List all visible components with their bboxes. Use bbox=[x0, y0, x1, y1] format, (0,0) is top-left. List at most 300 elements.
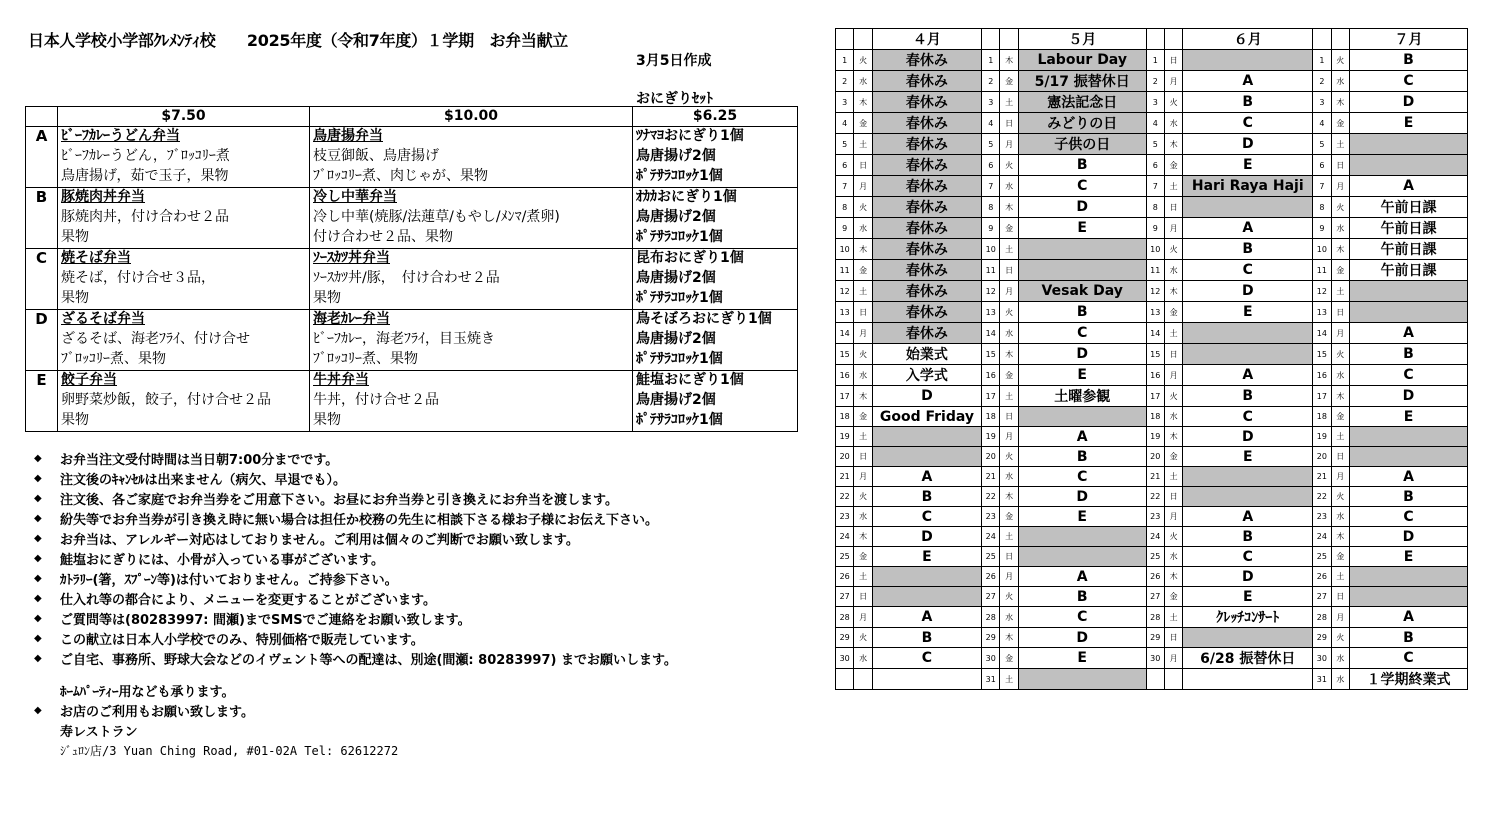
day-number: 13 bbox=[1313, 302, 1331, 323]
weekday: 水 bbox=[854, 71, 872, 92]
menu-entry: Vesak Day bbox=[1018, 281, 1146, 302]
day-number: 11 bbox=[1313, 260, 1331, 281]
weekday: 金 bbox=[1000, 71, 1018, 92]
diamond-bullet-icon: ◆ bbox=[34, 552, 42, 564]
menu-item-title: 牛丼弁当 bbox=[313, 372, 369, 388]
day-number: 4 bbox=[982, 113, 1000, 134]
day-number: 17 bbox=[836, 386, 854, 407]
price-header: $6.25 bbox=[633, 107, 798, 127]
weekday: 日 bbox=[1000, 260, 1018, 281]
weekday: 金 bbox=[1000, 648, 1018, 669]
calendar-row bbox=[836, 547, 1468, 567]
menu-cell-col3 bbox=[633, 249, 798, 310]
menu-entry: A bbox=[1018, 427, 1146, 447]
menu-item-detail: ﾋﾞｰﾌｶﾚｰうどん，ﾌﾞﾛｯｺﾘｰ煮 bbox=[61, 148, 230, 164]
day-number: 18 bbox=[982, 407, 1000, 427]
menu-entry: 春休み bbox=[872, 155, 981, 176]
menu-entry: D bbox=[1018, 197, 1146, 218]
weekday: 金 bbox=[854, 260, 872, 281]
menu-entry: A bbox=[1183, 71, 1313, 92]
day-number: 3 bbox=[836, 92, 854, 113]
note-text: 鮭塩おにぎりには、小骨が入っている事がございます。 bbox=[60, 552, 384, 568]
menu-item-detail: 鮭塩おにぎり1個 bbox=[636, 372, 744, 388]
note-item bbox=[34, 468, 814, 488]
menu-entry bbox=[1183, 197, 1313, 218]
day-number: 30 bbox=[1313, 648, 1331, 669]
weekday: 金 bbox=[1164, 302, 1182, 323]
day-number: 12 bbox=[982, 281, 1000, 302]
weekday: 土 bbox=[1164, 467, 1182, 487]
menu-row bbox=[26, 249, 798, 310]
menu-entry: 春休み bbox=[872, 197, 981, 218]
weekday: 月 bbox=[1331, 467, 1349, 487]
day-number: 31 bbox=[982, 669, 1000, 690]
day-number: 14 bbox=[982, 323, 1000, 344]
menu-entry: C bbox=[1349, 648, 1467, 669]
note-item bbox=[34, 648, 814, 668]
day-number: 28 bbox=[982, 607, 1000, 628]
menu-cell-col2 bbox=[310, 127, 633, 188]
menu-cell-col1 bbox=[58, 249, 310, 310]
menu-entry: 憲法記念日 bbox=[1018, 92, 1146, 113]
created-date: 3月5日作成 bbox=[636, 53, 712, 69]
menu-entry: B bbox=[1349, 628, 1467, 648]
menu-entry: 春休み bbox=[872, 113, 981, 134]
menu-entry: 午前日課 bbox=[1349, 239, 1467, 260]
day-number: 9 bbox=[1146, 218, 1164, 239]
weekday: 月 bbox=[1331, 176, 1349, 197]
home-party-note: ﾎｰﾑﾊﾟｰﾃｨｰ用なども承ります。 bbox=[60, 684, 235, 700]
day-number: 5 bbox=[1146, 134, 1164, 155]
menu-entry bbox=[1183, 467, 1313, 487]
menu-entry bbox=[872, 427, 981, 447]
weekday: 水 bbox=[1164, 260, 1182, 281]
weekday: 月 bbox=[1164, 71, 1182, 92]
menu-entry: E bbox=[1018, 365, 1146, 386]
menu-entry: E bbox=[1018, 218, 1146, 239]
weekday: 土 bbox=[1331, 567, 1349, 587]
weekday: 日 bbox=[1164, 487, 1182, 507]
calendar-row bbox=[836, 323, 1468, 344]
menu-cell-col1 bbox=[58, 127, 310, 188]
calendar-row bbox=[836, 113, 1468, 134]
menu-item-title: 豚焼肉丼弁当 bbox=[61, 189, 145, 205]
day-number: 11 bbox=[1146, 260, 1164, 281]
calendar-row bbox=[836, 197, 1468, 218]
weekday: 月 bbox=[854, 176, 872, 197]
day-number: 17 bbox=[982, 386, 1000, 407]
day-number: 9 bbox=[836, 218, 854, 239]
menu-entry bbox=[1183, 323, 1313, 344]
menu-entry: A bbox=[1183, 218, 1313, 239]
day-number bbox=[836, 669, 854, 690]
menu-item-detail: ﾌﾞﾛｯｺﾘｰ煮、肉じゃが、果物 bbox=[313, 168, 488, 184]
weekday: 金 bbox=[1331, 260, 1349, 281]
day-number: 4 bbox=[836, 113, 854, 134]
menu-entry: A bbox=[1349, 467, 1467, 487]
weekday: 木 bbox=[1000, 628, 1018, 648]
weekday: 土 bbox=[854, 427, 872, 447]
day-number: 30 bbox=[982, 648, 1000, 669]
day-number: 11 bbox=[836, 260, 854, 281]
calendar-header-blank bbox=[1313, 29, 1331, 50]
day-number: 23 bbox=[982, 507, 1000, 527]
calendar-header-blank bbox=[854, 29, 872, 50]
menu-letter: A bbox=[26, 127, 58, 188]
menu-cell-col3 bbox=[633, 188, 798, 249]
menu-entry: B bbox=[1183, 527, 1313, 547]
day-number: 27 bbox=[1146, 587, 1164, 607]
calendar-header-blank bbox=[836, 29, 854, 50]
day-number: 9 bbox=[1313, 218, 1331, 239]
weekday: 火 bbox=[1331, 344, 1349, 365]
weekday: 日 bbox=[1164, 628, 1182, 648]
menu-entry: C bbox=[872, 648, 981, 669]
note-text: 仕入れ等の都合により、メニューを変更することがございます。 bbox=[60, 592, 436, 608]
menu-item-detail: ﾌﾞﾛｯｺﾘｰ煮、果物 bbox=[313, 351, 418, 367]
menu-entry bbox=[1349, 281, 1467, 302]
weekday: 木 bbox=[1331, 386, 1349, 407]
day-number: 5 bbox=[1313, 134, 1331, 155]
menu-item-detail: 枝豆御飯、鳥唐揚げ bbox=[313, 148, 439, 164]
menu-entry: A bbox=[1349, 176, 1467, 197]
calendar-row bbox=[836, 467, 1468, 487]
weekday: 木 bbox=[1000, 487, 1018, 507]
menu-entry: A bbox=[1349, 607, 1467, 628]
menu-entry: B bbox=[1018, 447, 1146, 467]
weekday: 日 bbox=[1000, 113, 1018, 134]
weekday: 火 bbox=[1164, 386, 1182, 407]
day-number: 15 bbox=[1146, 344, 1164, 365]
menu-item-detail: 鳥唐揚げ2個 bbox=[636, 209, 716, 225]
day-number: 1 bbox=[836, 50, 854, 71]
day-number: 18 bbox=[1146, 407, 1164, 427]
menu-letter: B bbox=[26, 188, 58, 249]
diamond-bullet-icon: ◆ bbox=[34, 652, 42, 664]
menu-item-detail: ﾎﾟﾃｻﾗｺﾛｯｹ1個 bbox=[636, 168, 723, 184]
menu-item-detail: ﾎﾟﾃｻﾗｺﾛｯｹ1個 bbox=[636, 351, 723, 367]
weekday: 土 bbox=[854, 567, 872, 587]
weekday: 土 bbox=[1000, 92, 1018, 113]
day-number: 2 bbox=[1146, 71, 1164, 92]
menu-entry: A bbox=[1183, 507, 1313, 527]
weekday: 日 bbox=[854, 302, 872, 323]
day-number: 19 bbox=[982, 427, 1000, 447]
restaurant-info bbox=[34, 680, 794, 760]
menu-header-row bbox=[26, 107, 798, 127]
note-text: 紛失等でお弁当券が引き換え時に無い場合は担任か校務の先生に相談下さる様お子様にお伝え下さい。 bbox=[60, 512, 659, 528]
day-number: 6 bbox=[1146, 155, 1164, 176]
month-header: ５月 bbox=[1018, 29, 1146, 50]
note-item bbox=[34, 528, 814, 548]
day-number: 2 bbox=[982, 71, 1000, 92]
calendar-row bbox=[836, 365, 1468, 386]
menu-entry: C bbox=[1018, 607, 1146, 628]
page-title: 日本人学校小学部ｸﾚﾒﾝﾃｨ校 2025年度（令和7年度）１学期 お弁当献立 bbox=[28, 31, 568, 50]
menu-item-detail: 牛丼，付け合せ２品 bbox=[313, 392, 439, 408]
day-number: 19 bbox=[1313, 427, 1331, 447]
weekday: 火 bbox=[1000, 302, 1018, 323]
menu-entry: C bbox=[872, 507, 981, 527]
weekday: 土 bbox=[1331, 281, 1349, 302]
weekday: 日 bbox=[1164, 344, 1182, 365]
menu-entry bbox=[1349, 587, 1467, 607]
weekday bbox=[1164, 669, 1182, 690]
menu-item-title: 鳥唐揚弁当 bbox=[313, 128, 383, 144]
menu-entry: D bbox=[1183, 427, 1313, 447]
restaurant-address: ｼﾞｭﾛﾝ店/3 Yuan Ching Road, #01-02A Tel: 62612272 bbox=[60, 743, 399, 758]
menu-item-title: 海老ｶﾚｰ弁当 bbox=[313, 311, 390, 327]
menu-entry: C bbox=[1183, 407, 1313, 427]
day-number: 19 bbox=[836, 427, 854, 447]
diamond-bullet-icon: ◆ bbox=[34, 704, 42, 716]
diamond-bullet-icon: ◆ bbox=[34, 632, 42, 644]
weekday: 火 bbox=[1164, 92, 1182, 113]
calendar-row bbox=[836, 527, 1468, 547]
weekday: 土 bbox=[1331, 427, 1349, 447]
weekday: 火 bbox=[854, 628, 872, 648]
menu-item-detail: 鳥唐揚げ2個 bbox=[636, 148, 716, 164]
weekday: 月 bbox=[1164, 648, 1182, 669]
diamond-bullet-icon: ◆ bbox=[34, 612, 42, 624]
menu-item-detail: 付け合わせ２品、果物 bbox=[313, 229, 453, 245]
day-number: 14 bbox=[836, 323, 854, 344]
day-number: 16 bbox=[1146, 365, 1164, 386]
menu-entry: B bbox=[872, 487, 981, 507]
menu-entry: 午前日課 bbox=[1349, 260, 1467, 281]
menu-item-detail: 鳥唐揚げ2個 bbox=[636, 270, 716, 286]
weekday: 土 bbox=[1164, 607, 1182, 628]
day-number: 25 bbox=[1313, 547, 1331, 567]
calendar-row bbox=[836, 344, 1468, 365]
menu-item-detail: ﾎﾟﾃｻﾗｺﾛｯｹ1個 bbox=[636, 290, 723, 306]
weekday: 日 bbox=[854, 447, 872, 467]
note-text: ｶﾄﾗﾘｰ(箸，ｽﾌﾟｰﾝ等)は付いておりません。ご持参下さい。 bbox=[60, 572, 398, 588]
calendar-row bbox=[836, 176, 1468, 197]
menu-entry: 始業式 bbox=[872, 344, 981, 365]
day-number: 29 bbox=[1146, 628, 1164, 648]
menu-entry: B bbox=[872, 628, 981, 648]
menu-entry: E bbox=[1183, 302, 1313, 323]
day-number: 3 bbox=[982, 92, 1000, 113]
day-number: 12 bbox=[1146, 281, 1164, 302]
day-number: 7 bbox=[1146, 176, 1164, 197]
calendar-row bbox=[836, 239, 1468, 260]
note-item bbox=[34, 488, 814, 508]
menu-entry: E bbox=[1018, 507, 1146, 527]
note-text: お弁当注文受付時間は当日朝7:00分までです。 bbox=[60, 452, 339, 468]
diamond-bullet-icon: ◆ bbox=[34, 592, 42, 604]
day-number: 28 bbox=[836, 607, 854, 628]
day-number: 8 bbox=[1313, 197, 1331, 218]
calendar-row bbox=[836, 386, 1468, 407]
weekday: 火 bbox=[1000, 155, 1018, 176]
weekday: 火 bbox=[1000, 447, 1018, 467]
note-text: ご質問等は(80283997: 間瀬)までSMSでご連絡をお願い致します。 bbox=[60, 612, 471, 628]
menu-item-detail: 果物 bbox=[61, 290, 89, 306]
day-number: 4 bbox=[1313, 113, 1331, 134]
weekday: 日 bbox=[854, 155, 872, 176]
weekday: 木 bbox=[854, 527, 872, 547]
weekday: 火 bbox=[1331, 50, 1349, 71]
note-text: ご自宅、事務所、野球大会などのイヴェント等への配達は、別途(間瀬: 80283997) までお願いします。 bbox=[60, 652, 677, 668]
day-number: 7 bbox=[836, 176, 854, 197]
weekday: 月 bbox=[1331, 607, 1349, 628]
menu-entry: 春休み bbox=[872, 71, 981, 92]
menu-entry bbox=[1349, 134, 1467, 155]
day-number: 11 bbox=[982, 260, 1000, 281]
menu-row bbox=[26, 310, 798, 371]
day-number: 29 bbox=[836, 628, 854, 648]
day-number: 29 bbox=[982, 628, 1000, 648]
menu-entry: 春休み bbox=[872, 50, 981, 71]
weekday: 日 bbox=[1000, 547, 1018, 567]
weekday: 日 bbox=[1331, 587, 1349, 607]
menu-entry bbox=[1349, 427, 1467, 447]
diamond-bullet-icon: ◆ bbox=[34, 492, 42, 504]
menu-entry: Hari Raya Haji bbox=[1183, 176, 1313, 197]
day-number: 7 bbox=[982, 176, 1000, 197]
day-number: 22 bbox=[1146, 487, 1164, 507]
menu-entry bbox=[1349, 567, 1467, 587]
weekday: 日 bbox=[854, 587, 872, 607]
menu-entry: 春休み bbox=[872, 92, 981, 113]
calendar-row bbox=[836, 260, 1468, 281]
menu-cell-col3 bbox=[633, 310, 798, 371]
menu-entry: みどりの日 bbox=[1018, 113, 1146, 134]
weekday: 水 bbox=[1000, 467, 1018, 487]
menu-item-detail: ﾂﾅﾏﾖおにぎり1個 bbox=[636, 128, 744, 144]
day-number: 25 bbox=[1146, 547, 1164, 567]
day-number: 1 bbox=[982, 50, 1000, 71]
day-number: 20 bbox=[836, 447, 854, 467]
menu-entry: D bbox=[1349, 527, 1467, 547]
menu-entry: D bbox=[1349, 92, 1467, 113]
menu-cell-col2 bbox=[310, 249, 633, 310]
menu-entry bbox=[1018, 407, 1146, 427]
day-number: 22 bbox=[1313, 487, 1331, 507]
weekday: 水 bbox=[1000, 176, 1018, 197]
day-number: 13 bbox=[836, 302, 854, 323]
menu-item-detail: 焼そば，付け合せ３品， bbox=[61, 270, 215, 286]
note-text: 注文後、各ご家庭でお弁当券をご用意下さい。お昼にお弁当券と引き換えにお弁当を渡します。 bbox=[60, 492, 618, 508]
day-number: 17 bbox=[1146, 386, 1164, 407]
calendar-row bbox=[836, 607, 1468, 628]
calendar-header-blank bbox=[1164, 29, 1182, 50]
day-number: 8 bbox=[1146, 197, 1164, 218]
menu-entry: 6/28 振替休日 bbox=[1183, 648, 1313, 669]
weekday: 水 bbox=[1331, 507, 1349, 527]
note-item bbox=[34, 448, 814, 468]
day-number: 8 bbox=[836, 197, 854, 218]
weekday: 木 bbox=[1164, 281, 1182, 302]
menu-item-title: ｿｰｽｶﾂ丼弁当 bbox=[313, 250, 390, 266]
menu-row bbox=[26, 127, 798, 188]
menu-item-detail: ざるそば、海老ﾌﾗｲ、付け合せ bbox=[61, 331, 250, 347]
weekday: 水 bbox=[854, 648, 872, 669]
note-item bbox=[34, 508, 814, 528]
weekday: 木 bbox=[1164, 567, 1182, 587]
weekday: 水 bbox=[1164, 547, 1182, 567]
menu-item-detail: 鳥そぼろおにぎり1個 bbox=[636, 311, 772, 327]
weekday: 水 bbox=[1164, 113, 1182, 134]
menu-entry: D bbox=[872, 386, 981, 407]
menu-entry: 春休み bbox=[872, 281, 981, 302]
menu-entry bbox=[1018, 547, 1146, 567]
weekday: 金 bbox=[1164, 447, 1182, 467]
weekday: 月 bbox=[1000, 134, 1018, 155]
calendar-row bbox=[836, 218, 1468, 239]
menu-cell-col2 bbox=[310, 310, 633, 371]
menu-entry bbox=[1183, 344, 1313, 365]
menu-entry: Good Friday bbox=[872, 407, 981, 427]
menu-entry bbox=[1018, 527, 1146, 547]
weekday: 水 bbox=[1000, 607, 1018, 628]
menu-entry bbox=[872, 567, 981, 587]
menu-entry: A bbox=[1349, 323, 1467, 344]
weekday: 土 bbox=[1000, 527, 1018, 547]
menu-entry: B bbox=[1018, 302, 1146, 323]
weekday: 火 bbox=[854, 344, 872, 365]
menu-entry bbox=[1183, 669, 1313, 690]
menu-cell-col3 bbox=[633, 371, 798, 432]
menu-entry: A bbox=[1183, 365, 1313, 386]
weekday: 水 bbox=[1000, 323, 1018, 344]
day-number: 22 bbox=[836, 487, 854, 507]
weekday: 水 bbox=[854, 507, 872, 527]
day-number: 21 bbox=[1146, 467, 1164, 487]
menu-entry: A bbox=[872, 467, 981, 487]
calendar-row bbox=[836, 669, 1468, 690]
menu-entry: C bbox=[1018, 176, 1146, 197]
day-number: 18 bbox=[836, 407, 854, 427]
weekday bbox=[854, 669, 872, 690]
weekday: 火 bbox=[854, 487, 872, 507]
day-number: 16 bbox=[1313, 365, 1331, 386]
weekday: 土 bbox=[854, 281, 872, 302]
weekday: 金 bbox=[1331, 407, 1349, 427]
day-number: 22 bbox=[982, 487, 1000, 507]
menu-entry: 春休み bbox=[872, 239, 981, 260]
menu-entry: C bbox=[1183, 547, 1313, 567]
weekday: 水 bbox=[1331, 365, 1349, 386]
day-number: 7 bbox=[1313, 176, 1331, 197]
calendar-header-blank bbox=[1146, 29, 1164, 50]
menu-entry: D bbox=[1183, 567, 1313, 587]
weekday: 日 bbox=[1331, 155, 1349, 176]
menu-item-detail: 昆布おにぎり1個 bbox=[636, 250, 744, 266]
weekday: 水 bbox=[1331, 669, 1349, 690]
day-number: 3 bbox=[1313, 92, 1331, 113]
note-item bbox=[34, 628, 814, 648]
menu-entry: B bbox=[1018, 587, 1146, 607]
weekday: 金 bbox=[1000, 507, 1018, 527]
menu-item-detail: ﾋﾞｰﾌｶﾚｰ，海老ﾌﾗｲ，目玉焼き bbox=[313, 331, 495, 347]
menu-entry bbox=[872, 447, 981, 467]
day-number: 10 bbox=[1313, 239, 1331, 260]
day-number: 16 bbox=[982, 365, 1000, 386]
weekday: 水 bbox=[1331, 648, 1349, 669]
weekday: 火 bbox=[1331, 197, 1349, 218]
weekday: 土 bbox=[1331, 134, 1349, 155]
menu-entry bbox=[1018, 669, 1146, 690]
menu-item-detail: ｵｶｶおにぎり1個 bbox=[636, 189, 737, 205]
menu-row bbox=[26, 188, 798, 249]
weekday: 月 bbox=[1000, 567, 1018, 587]
day-number: 14 bbox=[1313, 323, 1331, 344]
menu-entry: B bbox=[1349, 487, 1467, 507]
menu-entry: E bbox=[872, 547, 981, 567]
